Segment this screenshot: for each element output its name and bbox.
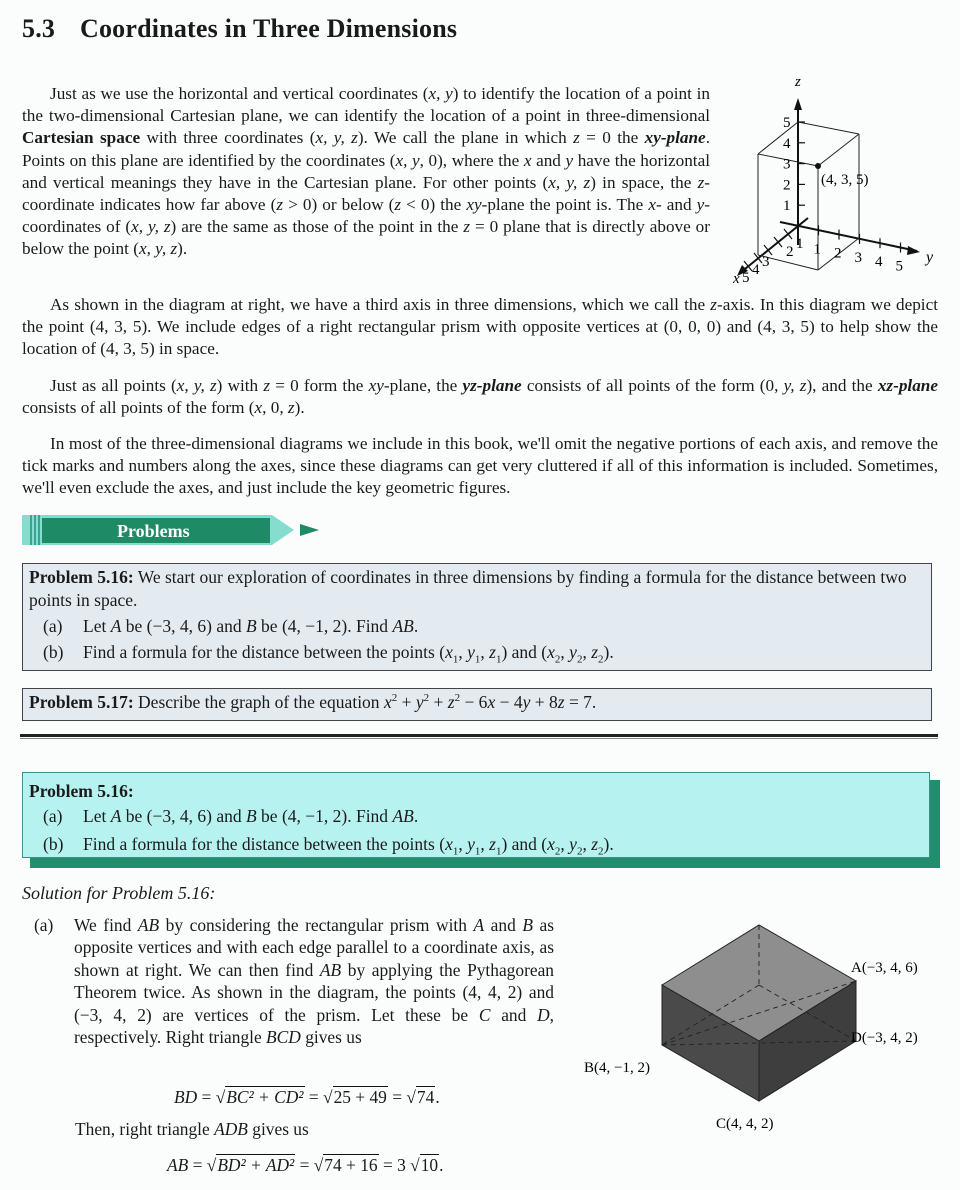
prism-edge — [818, 134, 859, 166]
restated-part-a: (a) Let A be (−3, 4, 6) and B be (4, −1, 2). Find AB. — [43, 806, 419, 826]
z-tick-label: 4 — [783, 135, 791, 152]
y-tick-label: 1 — [813, 241, 821, 258]
point-b-label: B(4, −1, 2) — [584, 1060, 650, 1076]
problem-part-b: (b) Find a formula for the distance between the points ($x_1$, $y_1$, $z_1$) and ($x_2$, $y_2$, $z_2$). — [43, 642, 614, 666]
equation-bd: BD = √BC² + CD² = √25 + 49 = √74. — [174, 1087, 440, 1107]
y-axis-label: y — [926, 249, 934, 266]
divider-rule-thin — [20, 738, 938, 739]
z-arrow-icon — [794, 98, 802, 110]
axes-3d-figure — [720, 70, 960, 290]
divider-rule — [20, 734, 938, 737]
x-tick-label: 2 — [786, 244, 794, 260]
intro-paragraph-2: As shown in the diagram at right, we have a third axis in three dimensions, which we call the z-axis. In this diagram we depict the point (4, 3, 5). We include edges of a right rectangular prism with opposite vertices at (0, 0, 0) and (4, 3, 5) to help show the location of (4, 3, 5) in space. — [22, 295, 938, 359]
equation-ab: AB = √BD² + AD² = √74 + 16 = 3 √10. — [167, 1155, 444, 1175]
x-tick-label: 3 — [762, 254, 770, 270]
y-tick-label: 3 — [854, 249, 862, 266]
prism-figure — [580, 915, 960, 1135]
solution-part-tag: (a) — [34, 915, 54, 935]
section-number: 5.3 — [22, 14, 56, 43]
prism-edge — [758, 122, 798, 154]
problem-label: Problem 5.16: — [29, 781, 134, 801]
problem-5-17-box: Problem 5.17: Describe the graph of the equation $x^2 + y^2 + z^2 - 6x - 4y + 8z = 7$. — [22, 688, 932, 721]
z-tick-label: 3 — [783, 156, 791, 173]
restated-problem-box — [22, 772, 930, 858]
y-tick-label: 2 — [834, 245, 842, 262]
point-a-label: A(−3, 4, 6) — [851, 960, 918, 976]
solution-heading: Solution for Problem 5.16: — [22, 883, 216, 903]
x-tick-label: 5 — [742, 270, 750, 286]
problem-5-16-box: Problem 5.16: We start our exploration of coordinates in three dimensions by finding a formula for the distance between two points in space. (a) Let A be (−3, 4, 6) and B be (4, −1, 2). Find AB. (b) Find a formula for the distance between the points ($x_1$, $y_1$, $z_1$) and ($x_2$, $y_2$, $z_2$). — [22, 563, 932, 671]
z-axis-label: z — [795, 74, 801, 90]
pencil-tip-icon — [300, 524, 319, 536]
y-tick-label: 4 — [875, 254, 883, 271]
problems-banner — [22, 514, 322, 546]
intro-paragraph-3: Just as all points (x, y, z) with z = 0 form the xy-plane, the yz-plane consists of all points of the form (0, y, z), and the xz-plane consists of all points of the form (x, 0, z). — [22, 376, 938, 418]
problem-label: Problem 5.16: — [29, 567, 134, 587]
section-title-text: Coordinates in Three Dimensions — [80, 14, 458, 43]
point-d-label: D(−3, 4, 2) — [851, 1030, 918, 1046]
point-4-3-5 — [815, 163, 821, 169]
problem-label: Problem 5.17: — [29, 692, 134, 712]
section-title — [22, 14, 457, 44]
problem-part-a: (a) Let A be (−3, 4, 6) and B be (4, −1, 2). Find AB. — [43, 616, 419, 636]
solution-body — [34, 914, 554, 1048]
x-axis-label: x — [733, 271, 740, 287]
z-tick-label: 2 — [783, 177, 791, 194]
problems-banner-label: Problems — [117, 521, 190, 541]
prism-edge — [798, 122, 859, 134]
point-label: (4, 3, 5) — [821, 172, 869, 188]
z-tick-label: 5 — [783, 115, 791, 131]
y-arrow-icon — [907, 246, 920, 255]
z-tick-label: 1 — [783, 198, 791, 215]
point-c-label: C(4, 4, 2) — [716, 1116, 774, 1132]
restated-part-b: (b) Find a formula for the distance between the points ($x_1$, $y_1$, $z_1$) and ($x_2$, $y_2$, $z_2$). — [43, 834, 614, 858]
x-tick-label: 4 — [752, 262, 760, 278]
intro-paragraph-4: In most of the three-dimensional diagrams we include in this book, we'll omit the negative portions of each axis, and remove the tick marks and numbers along the axes, since these diagrams can get very cluttered if all of this information is included. Sometimes, we'll even exclude the axes, and just include the key geometric figures. — [22, 434, 938, 498]
intro-paragraph-1: Just as we use the horizontal and vertical coordinates (x, y) to identify the location of a point in the two-dimensional Cartesian plane, we can identify the location of a point in three-dimensional Cartesian space with three coordinates (x, y, z). We call the plane in which z = 0 the xy-plane. Points on this plane are identified by the coordinates (x, y, 0), where the x and y have the horizontal and vertical meanings they have in the Cartesian plane. For other points (x, y, z) in space, the z-coordinate indicates how far above (z > 0) or below (z < 0) the xy-plane the point is. The x- and y-coordinates of (x, y, z) are the same as those of the point in the z = 0 plane that is directly above or below the point (x, y, z). — [22, 84, 711, 259]
y-tick-label: 5 — [895, 258, 903, 275]
solution-text: We find AB by considering the rectangular prism with A and B as opposite vertices and with each edge parallel to a coordinate axis, as shown at right. We can then find AB by applying the Pythagorean Theorem twice. As shown in the diagram, the points (4, 4, 2) and (−3, 4, 2) are vertices of the prism. Let these be C and D, respectively. Right triangle BCD gives us — [74, 915, 555, 1048]
solution-text-2: Then, right triangle ADB gives us — [75, 1119, 309, 1139]
x-tick-label: 1 — [796, 236, 804, 252]
